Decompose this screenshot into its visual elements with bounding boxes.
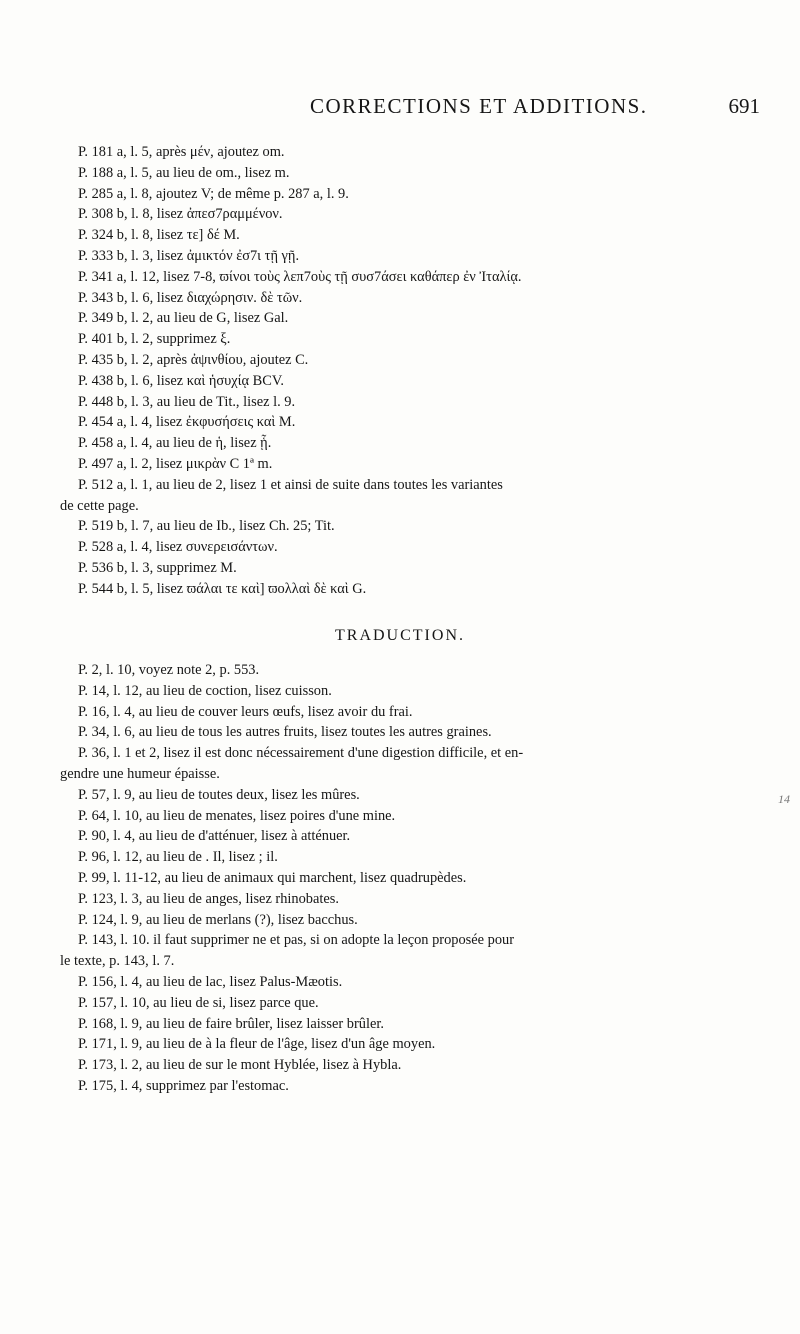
errata-entry-text: P. 512 a, l. 1, au lieu de 2, lisez 1 et ainsi de suite dans toutes les variantes — [78, 476, 503, 493]
errata-entry: P. 435 b, l. 2, après ἀψινθίου, ajoutez C. — [78, 351, 309, 368]
errata-entry: P. 343 b, l. 6, lisez διαχώρησιν. δὲ τῶν. — [78, 289, 303, 306]
translation-entry: P. 14, l. 12, au lieu de coction, lisez cuisson. — [78, 682, 332, 699]
translation-entry-text: P. 36, l. 1 et 2, lisez il est donc nécessairement d'une digestion difficile, et en- — [78, 745, 524, 762]
page-number: 691 — [728, 94, 760, 118]
errata-entry: P. 333 b, l. 3, lisez ἀμικτόν ἐσ7ι τῇ γῇ. — [78, 247, 300, 264]
translation-entry: P. 123, l. 3, au lieu de anges, lisez rhinobates. — [78, 890, 339, 907]
errata-entry: P. 341 a, l. 12, lisez 7-8, ϖίνοι τοὺς λεπ7οὺς τῇ συσ7άσει καθάπερ ἐν Ἰταλίᾳ. — [78, 268, 522, 285]
translation-entry: P. 16, l. 4, au lieu de couver leurs œufs, lisez avoir du frai. — [78, 703, 413, 720]
translation-list — [60, 660, 760, 1097]
translation-entry — [60, 743, 760, 785]
errata-entry: P. 528 a, l. 4, lisez συνερεισάντων. — [78, 539, 278, 556]
errata-entry: P. 458 a, l. 4, au lieu de ἡ, lisez ᾗ. — [78, 435, 272, 452]
translation-entry-text: P. 143, l. 10. il faut supprimer ne et pas, si on adopte la leçon proposée pour — [78, 932, 515, 949]
margin-annotation: 14 — [778, 792, 790, 806]
errata-entry: P. 454 a, l. 4, lisez ἐκφυσήσεις καὶ M. — [78, 414, 296, 431]
translation-entry: P. 64, l. 10, au lieu de menates, lisez poires d'une mine. — [78, 807, 396, 824]
running-title: CORRECTIONS ET ADDITIONS. — [310, 94, 648, 118]
translation-entry-continuation: gendre une humeur épaisse. — [60, 765, 220, 782]
errata-entry: P. 448 b, l. 3, au lieu de Tit., lisez l. 9. — [78, 393, 296, 410]
errata-entry-continuation: de cette page. — [60, 497, 139, 514]
translation-entry: P. 99, l. 11-12, au lieu de animaux qui marchent, lisez quadrupèdes. — [78, 869, 467, 886]
translation-entry: P. 168, l. 9, au lieu de faire brûler, lisez laisser brûler. — [78, 1015, 384, 1032]
errata-entry: P. 324 b, l. 8, lisez τε] δέ M. — [78, 227, 240, 244]
errata-entry: P. 544 b, l. 5, lisez ϖάλαι τε καὶ] ϖολλαὶ δὲ καὶ G. — [78, 580, 367, 597]
translation-entry: P. 34, l. 6, au lieu de tous les autres fruits, lisez toutes les autres graines. — [78, 724, 492, 741]
translation-entry: P. 2, l. 10, voyez note 2, p. 553. — [78, 662, 260, 678]
errata-entry: P. 181 a, l. 5, après μέν, ajoutez om. — [78, 144, 285, 160]
running-header — [60, 94, 760, 124]
translation-entry: P. 173, l. 2, au lieu de sur le mont Hyblée, lisez à Hybla. — [78, 1057, 402, 1074]
errata-entry — [60, 475, 760, 517]
errata-entry: P. 519 b, l. 7, au lieu de Ib., lisez Ch. 25; Tit. — [78, 518, 335, 535]
errata-entry: P. 308 b, l. 8, lisez ἀπεσ7ραμμένον. — [78, 206, 283, 223]
translation-entry: P. 171, l. 9, au lieu de à la fleur de l'âge, lisez d'un âge moyen. — [78, 1036, 436, 1053]
translation-entry: P. 157, l. 10, au lieu de si, lisez parce que. — [78, 994, 319, 1011]
errata-entry: P. 438 b, l. 6, lisez καὶ ἡσυχίᾳ BCV. — [78, 372, 284, 389]
errata-entry: P. 285 a, l. 8, ajoutez V; de même p. 287 a, l. 9. — [78, 185, 349, 202]
translation-entry: P. 156, l. 4, au lieu de lac, lisez Palus-Mæotis. — [78, 973, 343, 990]
translation-entry: P. 175, l. 4, supprimez par l'estomac. — [78, 1077, 289, 1094]
errata-entry: P. 188 a, l. 5, au lieu de om., lisez m. — [78, 164, 290, 181]
translation-entry: P. 124, l. 9, au lieu de merlans (?), lisez bacchus. — [78, 911, 358, 928]
translation-entry: P. 90, l. 4, au lieu de d'atténuer, lisez à atténuer. — [78, 828, 351, 845]
translation-entry-continuation: le texte, p. 143, l. 7. — [60, 953, 175, 970]
translation-entry — [60, 930, 760, 972]
translation-entry: P. 96, l. 12, au lieu de . Il, lisez ; il. — [78, 849, 278, 866]
errata-list — [60, 142, 760, 600]
errata-entry: P. 536 b, l. 3, supprimez M. — [78, 559, 237, 576]
errata-entry: P. 401 b, l. 2, supprimez ξ. — [78, 331, 231, 348]
translation-entry: P. 57, l. 9, au lieu de toutes deux, lisez les mûres. — [78, 786, 360, 803]
errata-entry: P. 497 a, l. 2, lisez μικρὰν C 1ª m. — [78, 455, 273, 472]
errata-entry: P. 349 b, l. 2, au lieu de G, lisez Gal. — [78, 310, 289, 327]
translation-section-title: TRADUCTION. — [335, 627, 465, 644]
